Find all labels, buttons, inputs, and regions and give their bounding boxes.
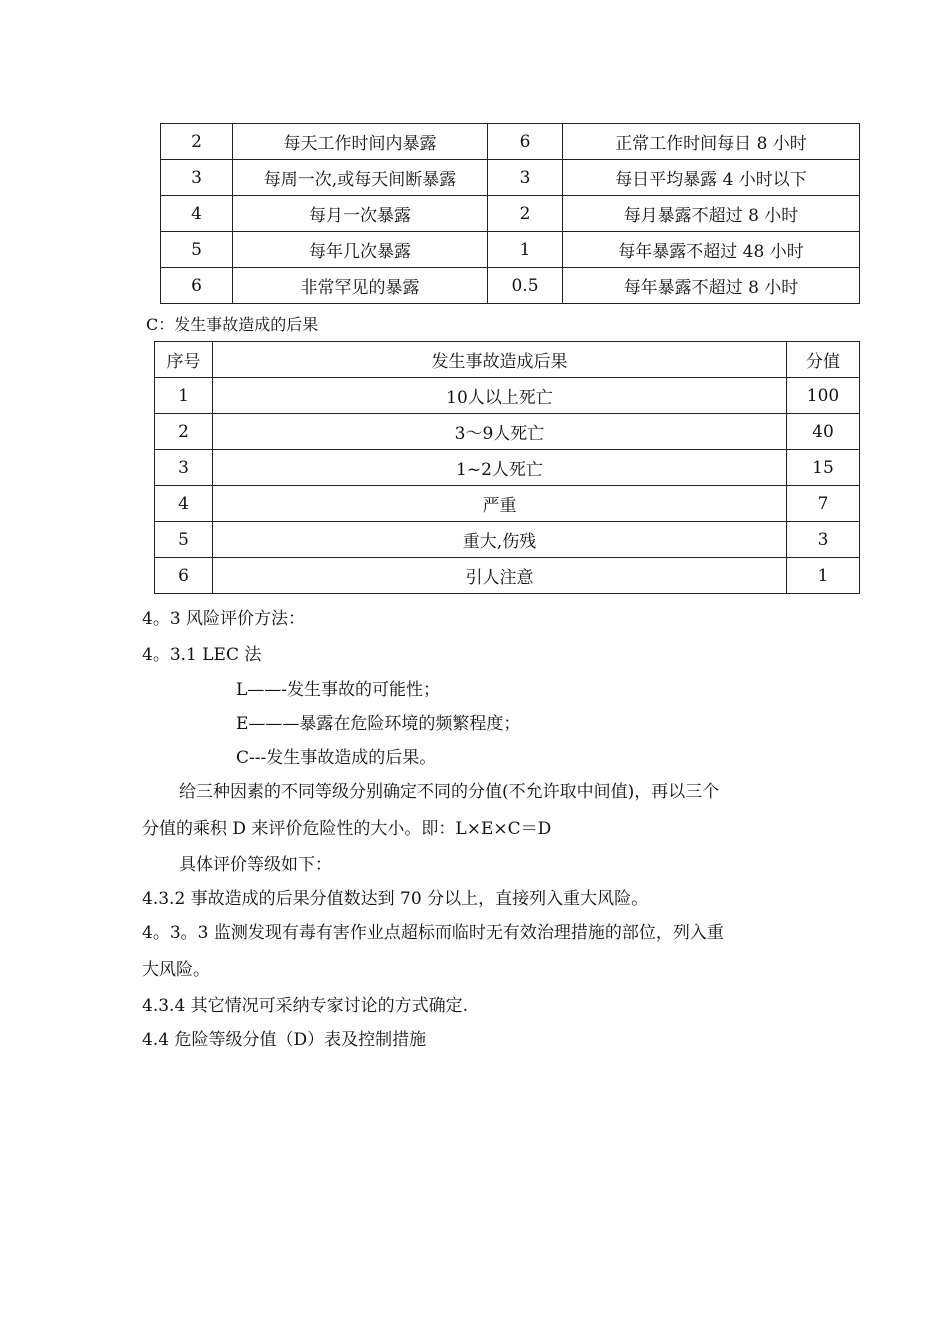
consequence-table-row: [155, 522, 860, 558]
consequence-header: 发生事故造成后果: [213, 342, 787, 378]
exposure-table-row: [161, 268, 860, 304]
consequence-cell: 重大,伤残: [213, 522, 787, 558]
exposure-table-row: [161, 160, 860, 196]
exposure-duration-cell: 正常工作时间每日 8 小时: [563, 124, 860, 160]
serial-cell: 2: [155, 414, 213, 450]
evaluation-levels-intro: 具体评价等级如下：: [179, 855, 332, 875]
consequence-table-row: [155, 450, 860, 486]
section-4-4-heading: 4.4 危险等级分值（D）表及控制措施: [142, 1030, 427, 1050]
score-cell: 40: [787, 414, 860, 450]
serial-cell: 6: [155, 558, 213, 594]
score-header: 分值: [787, 342, 860, 378]
section-4-3-3-line-1: 4。3。3 监测发现有毒有害作业点超标而临时无有效治理措施的部位，列入重: [142, 923, 724, 943]
exposure-duration-cell: 每年暴露不超过 48 小时: [563, 232, 860, 268]
exposure-description-cell: 非常罕见的暴露: [233, 268, 488, 304]
exposure-table-row: [161, 196, 860, 232]
score-cell: 100: [787, 378, 860, 414]
score-cell: 1: [787, 558, 860, 594]
exposure-description-cell: 每周一次,或每天间断暴露: [233, 160, 488, 196]
score-cell: 3: [787, 522, 860, 558]
consequence-table-row: [155, 378, 860, 414]
consequence-cell: 3～9人死亡: [213, 414, 787, 450]
exposure-score-cell: 3: [488, 160, 563, 196]
score-cell: 7: [787, 486, 860, 522]
consequence-table-row: [155, 486, 860, 522]
consequence-header-row: [155, 342, 860, 378]
section-4-3-4: 4.3.4 其它情况可采纳专家讨论的方式确定.: [142, 996, 469, 1016]
exposure-score-cell: 2: [488, 196, 563, 232]
section-4-3-heading: 4。3 风险评价方法：: [142, 609, 306, 629]
paragraph-line-1: 给三种因素的不同等级分别确定不同的分值(不允许取中间值)，再以三个: [179, 782, 720, 802]
exposure-level-cell: 2: [161, 124, 233, 160]
exposure-description-cell: 每月一次暴露: [233, 196, 488, 232]
exposure-duration-cell: 每日平均暴露 4 小时以下: [563, 160, 860, 196]
c-definition: C---发生事故造成的后果。: [236, 748, 437, 768]
serial-cell: 4: [155, 486, 213, 522]
score-cell: 15: [787, 450, 860, 486]
consequence-cell: 1~2人死亡: [213, 450, 787, 486]
serial-cell: 1: [155, 378, 213, 414]
section-4-3-3-line-2: 大风险。: [142, 960, 210, 980]
exposure-table-row: [161, 124, 860, 160]
e-definition: E———暴露在危险环境的频繁程度；: [236, 714, 521, 734]
exposure-table-row: [161, 232, 860, 268]
l-definition: L——-发生事故的可能性；: [236, 680, 441, 700]
exposure-level-cell: 3: [161, 160, 233, 196]
exposure-level-cell: 5: [161, 232, 233, 268]
section-4-3-1-heading: 4。3.1 LEC 法: [142, 645, 262, 665]
exposure-duration-cell: 每年暴露不超过 8 小时: [563, 268, 860, 304]
paragraph-line-2: 分值的乘积 D 来评价危险性的大小。即：L×E×C＝D: [142, 819, 552, 839]
consequence-cell: 10人以上死亡: [213, 378, 787, 414]
exposure-level-cell: 4: [161, 196, 233, 232]
consequence-caption: C：发生事故造成的后果: [146, 315, 319, 334]
exposure-table-body: [161, 124, 860, 304]
consequence-cell: 严重: [213, 486, 787, 522]
serial-cell: 5: [155, 522, 213, 558]
consequence-table: [154, 341, 860, 594]
serial-header: 序号: [155, 342, 213, 378]
serial-cell: 3: [155, 450, 213, 486]
exposure-description-cell: 每年几次暴露: [233, 232, 488, 268]
consequence-table-row: [155, 414, 860, 450]
exposure-score-cell: 6: [488, 124, 563, 160]
exposure-duration-cell: 每月暴露不超过 8 小时: [563, 196, 860, 232]
exposure-frequency-table: [160, 123, 860, 304]
consequence-cell: 引人注意: [213, 558, 787, 594]
consequence-table-body: [155, 342, 860, 594]
exposure-score-cell: 1: [488, 232, 563, 268]
exposure-level-cell: 6: [161, 268, 233, 304]
consequence-table-row: [155, 558, 860, 594]
exposure-description-cell: 每天工作时间内暴露: [233, 124, 488, 160]
section-4-3-2: 4.3.2 事故造成的后果分值数达到 70 分以上，直接列入重大风险。: [142, 889, 649, 909]
exposure-score-cell: 0.5: [488, 268, 563, 304]
